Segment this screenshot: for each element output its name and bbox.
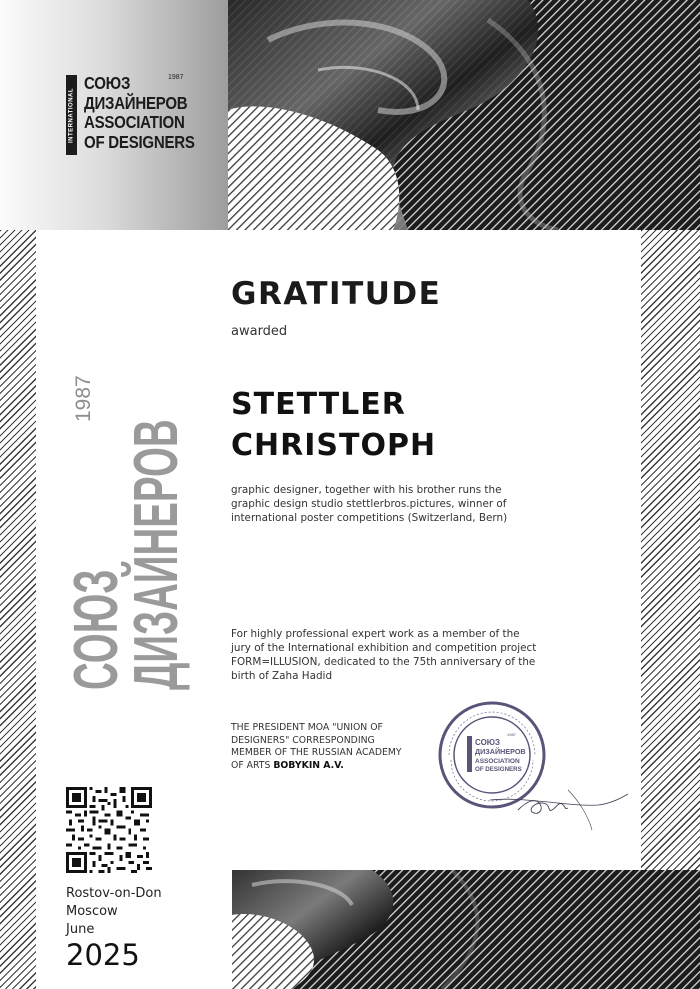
certificate-title: GRATITUDE bbox=[231, 276, 442, 312]
city-moscow: Moscow bbox=[66, 904, 118, 919]
logo-year: 1987 bbox=[168, 74, 184, 81]
award-reason: For highly professional expert work as a member of the jury of the International exhibition and competition project FORM=ILLUSION, dedicated to the 75th anniversary of the birth of Zaha Hadid bbox=[231, 628, 537, 682]
right-stripe-border bbox=[641, 230, 700, 870]
stamp-line-4: OF DESIGNERS bbox=[475, 766, 522, 773]
president-name: BOBYKIN A.V. bbox=[273, 759, 344, 771]
vertical-label-year: 1987 bbox=[72, 375, 95, 422]
logo-international-text: INTERNATIONAL bbox=[68, 87, 75, 143]
city-rostov: Rostov-on-Don bbox=[66, 886, 162, 901]
top-fluid-art bbox=[228, 0, 700, 230]
logo-line-3: ASSOCIATION bbox=[84, 112, 185, 132]
stamp-line-3: ASSOCIATION bbox=[475, 758, 520, 765]
stamp-year: 1987 bbox=[507, 732, 516, 737]
awarded-label: awarded bbox=[231, 324, 288, 339]
recipient-description: graphic designer, together with his brother runs the graphic design studio stettlerbros.pictures, winner of international poster competitions (Switzerland, Bern) bbox=[231, 484, 508, 524]
bottom-abstract-image bbox=[232, 870, 700, 989]
vertical-label-line-2: ДИЗАЙНЕРОВ bbox=[122, 419, 191, 690]
issue-month: June bbox=[66, 922, 95, 937]
organization-logo bbox=[84, 74, 195, 152]
top-abstract-image bbox=[228, 0, 700, 230]
stamp-line-2: ДИЗАЙНЕРОВ bbox=[475, 747, 526, 756]
vertical-label-line-1: СОЮЗ bbox=[62, 569, 131, 690]
president-title: THE PRESIDENT MOA "UNION OF DESIGNERS" CORRESPONDING MEMBER OF THE RUSSIAN ACADEMY OF ARTS bbox=[231, 722, 402, 771]
left-stripe-border bbox=[0, 230, 36, 989]
qr-code[interactable] bbox=[66, 787, 152, 873]
president-signature-block bbox=[231, 722, 411, 772]
stamp-line-1: СОЮЗ bbox=[475, 738, 501, 747]
recipient-surname: STETTLER bbox=[231, 387, 406, 422]
logo-line-1: СОЮЗ bbox=[84, 73, 131, 93]
handwritten-signature bbox=[488, 770, 638, 840]
bottom-fluid-art bbox=[232, 870, 700, 989]
recipient-given-name: CHRISTOPH bbox=[231, 428, 437, 463]
logo-line-4: OF DESIGNERS bbox=[84, 131, 195, 152]
logo-line-2: ДИЗАЙНЕРОВ bbox=[84, 92, 188, 113]
recipient-name bbox=[231, 384, 436, 466]
issue-year: 2025 bbox=[66, 938, 140, 972]
vertical-organization-label bbox=[62, 350, 194, 690]
